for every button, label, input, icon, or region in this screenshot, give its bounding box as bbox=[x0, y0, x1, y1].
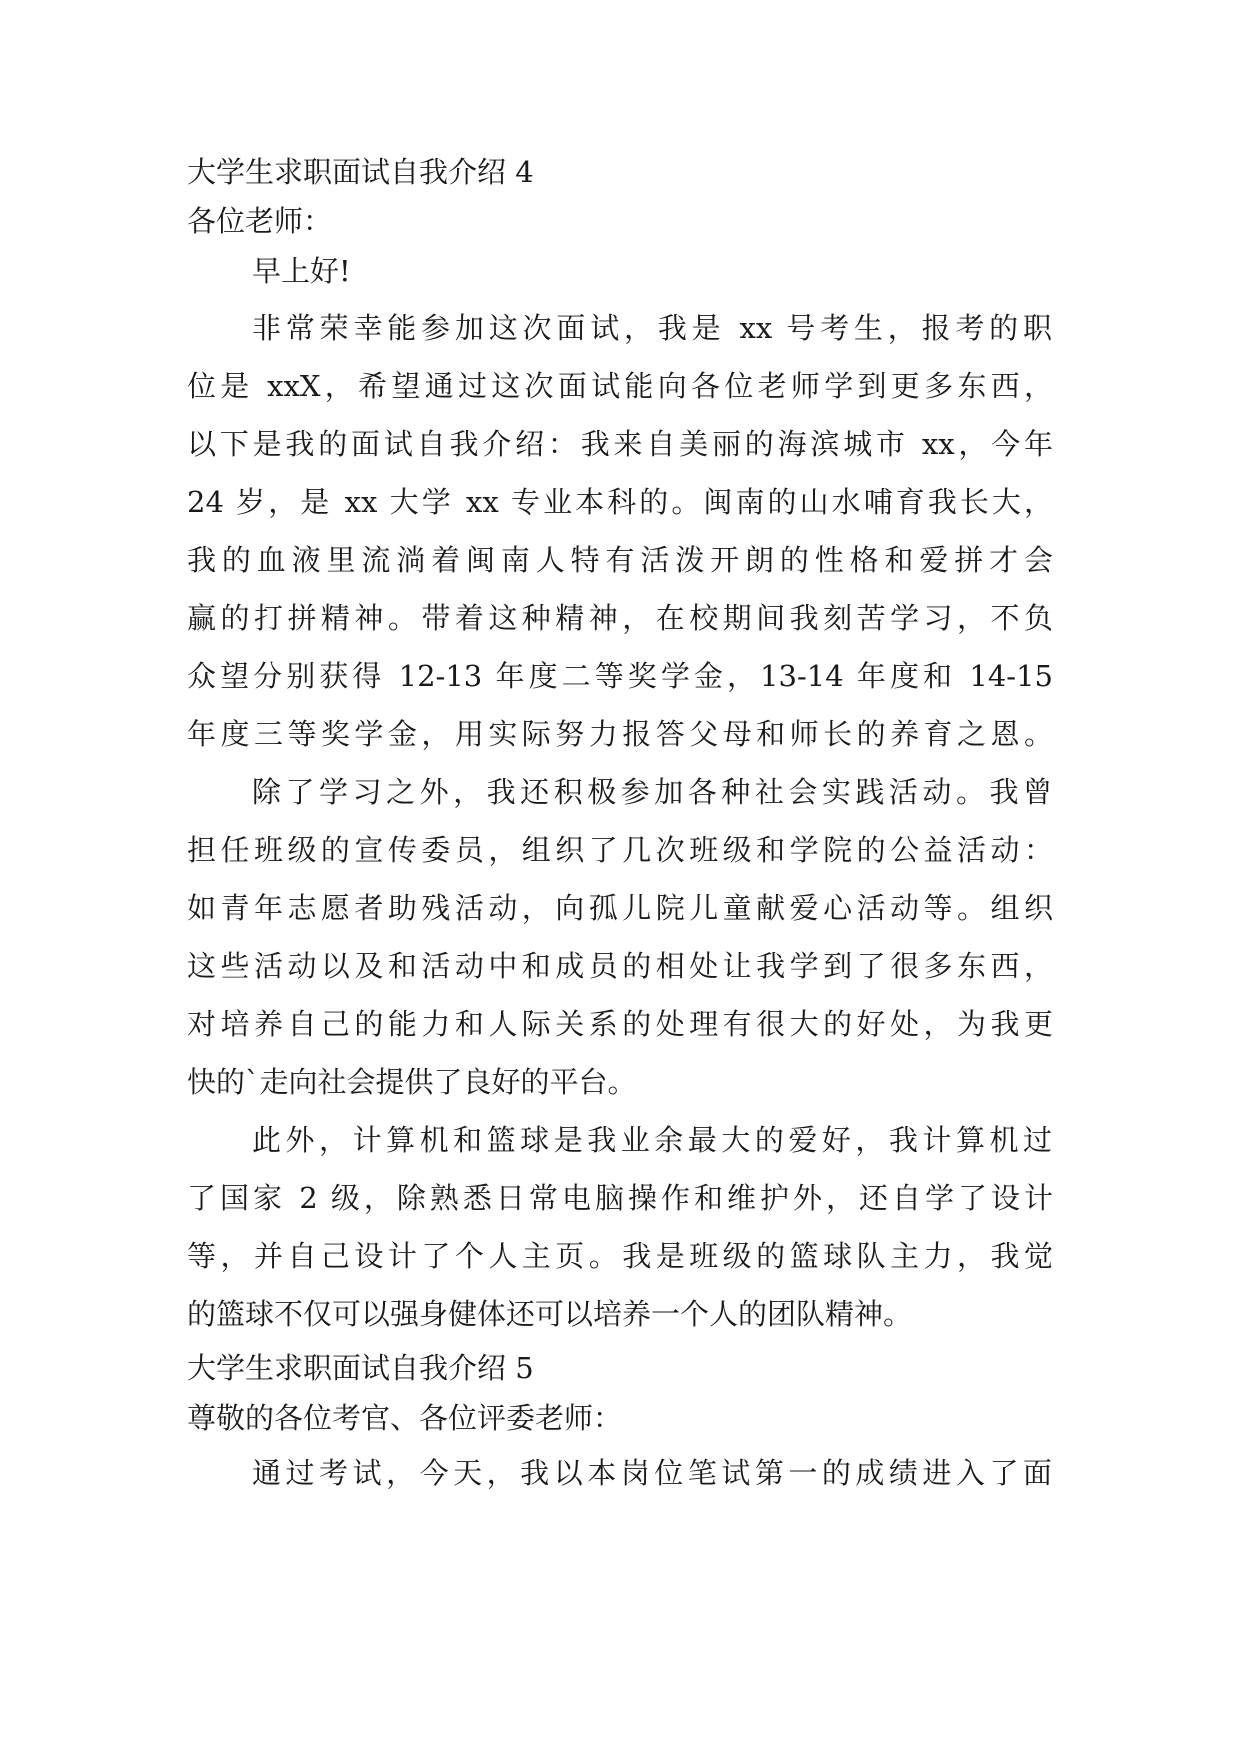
paragraph-line: 等，并自己设计了个人主页。我是班级的篮球队主力，我觉 bbox=[187, 1239, 1053, 1273]
paragraph-line: 除了学习之外，我还积极参加各种社会实践活动。我曾 bbox=[252, 775, 1052, 809]
paragraph-line: 此外，计算机和篮球是我业余最大的爱好，我计算机过 bbox=[252, 1123, 1052, 1157]
paragraph-line: 众望分别获得 12-13 年度二等奖学金，13-14 年度和 14-15 bbox=[187, 659, 1053, 693]
paragraph-line: 24 岁，是 xx 大学 xx 专业本科的。闽南的山水哺育我长大， bbox=[187, 485, 1053, 519]
paragraph-line: 如青年志愿者助残活动，向孤儿院儿童献爱心活动等。组织 bbox=[187, 891, 1053, 925]
salutation: 尊敬的各位考官、各位评委老师： bbox=[187, 1401, 623, 1435]
paragraph-line: 快的`走向社会提供了良好的平台。 bbox=[187, 1065, 637, 1099]
greeting: 早上好! bbox=[252, 254, 351, 288]
paragraph-line: 对培养自己的能力和人际关系的处理有很大的好处，为我更 bbox=[187, 1007, 1053, 1041]
paragraph-line: 了国家 2 级，除熟悉日常电脑操作和维护外，还自学了设计 bbox=[187, 1181, 1053, 1215]
paragraph-line: 赢的打拼精神。带着这种精神，在校期间我刻苦学习，不负 bbox=[187, 601, 1053, 635]
paragraph-line: 担任班级的宣传委员，组织了几次班级和学院的公益活动： bbox=[187, 833, 1053, 867]
paragraph-line: 以下是我的面试自我介绍：我来自美丽的海滨城市 xx，今年 bbox=[187, 427, 1053, 461]
salutation: 各位老师： bbox=[187, 204, 333, 238]
paragraph-line: 的篮球不仅可以强身健体还可以培养一个人的团队精神。 bbox=[187, 1297, 913, 1331]
paragraph-line: 通过考试，今天，我以本岗位笔试第一的成绩进入了面 bbox=[252, 1456, 1052, 1490]
section-heading: 大学生求职面试自我介绍 4 bbox=[187, 155, 534, 189]
paragraph-line: 我的血液里流淌着闽南人特有活泼开朗的性格和爱拼才会 bbox=[187, 543, 1053, 577]
paragraph-line: 位是 xxX，希望通过这次面试能向各位老师学到更多东西， bbox=[187, 369, 1053, 403]
paragraph-line: 年度三等奖学金，用实际努力报答父母和师长的养育之恩。 bbox=[187, 717, 1053, 751]
paragraph-line: 非常荣幸能参加这次面试，我是 xx 号考生，报考的职 bbox=[252, 311, 1052, 345]
paragraph-line: 这些活动以及和活动中和成员的相处让我学到了很多东西， bbox=[187, 949, 1053, 983]
section-heading: 大学生求职面试自我介绍 5 bbox=[187, 1351, 534, 1385]
